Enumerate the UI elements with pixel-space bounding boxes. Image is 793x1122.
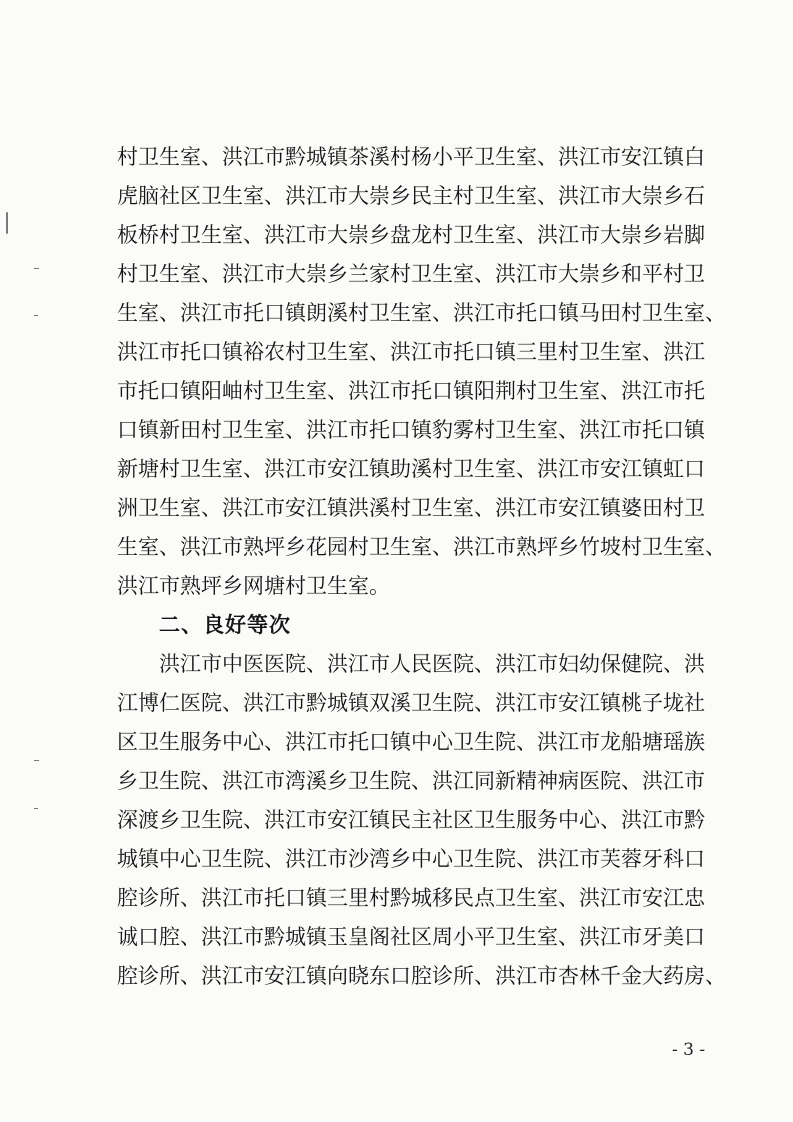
- binding-hole-mark: [34, 268, 39, 269]
- scan-artifact-mark: [6, 212, 8, 234]
- text-line: 洪江市熟坪乡网塘村卫生室。: [117, 574, 390, 598]
- text-line: 深渡乡卫生院、洪江市安江镇民主社区卫生服务中心、洪江市黔: [117, 808, 705, 832]
- binding-hole-mark: [34, 808, 38, 809]
- section-1-paragraph: [117, 138, 726, 606]
- text-line: 生室、洪江市熟坪乡花园村卫生室、洪江市熟坪乡竹坡村卫生室、: [117, 535, 726, 559]
- text-line: 板桥村卫生室、洪江市大崇乡盘龙村卫生室、洪江市大崇乡岩脚: [117, 223, 705, 247]
- page-number: - 3 -: [672, 1040, 706, 1060]
- binding-hole-mark: [34, 315, 38, 316]
- text-line: 腔诊所、洪江市安江镇向晓东口腔诊所、洪江市杏林千金大药房、: [117, 964, 726, 988]
- document-body: [117, 138, 726, 996]
- text-line: 市托口镇阳岫村卫生室、洪江市托口镇阳荆村卫生室、洪江市托: [117, 379, 705, 403]
- text-line: 村卫生室、洪江市大崇乡兰家村卫生室、洪江市大崇乡和平村卫: [117, 262, 705, 286]
- text-line: 村卫生室、洪江市黔城镇茶溪村杨小平卫生室、洪江市安江镇白: [117, 145, 705, 169]
- text-line: 江博仁医院、洪江市黔城镇双溪卫生院、洪江市安江镇桃子垅社: [117, 691, 705, 715]
- text-line: 新塘村卫生室、洪江市安江镇助溪村卫生室、洪江市安江镇虹口: [117, 457, 705, 481]
- section-2-heading: 二、良好等次: [159, 613, 291, 637]
- text-line: 洲卫生室、洪江市安江镇洪溪村卫生室、洪江市安江镇婆田村卫: [117, 496, 705, 520]
- text-line: 洪江市托口镇裕农村卫生室、洪江市托口镇三里村卫生室、洪江: [117, 340, 705, 364]
- text-line: 乡卫生院、洪江市湾溪乡卫生院、洪江同新精神病医院、洪江市: [117, 769, 705, 793]
- text-line: 生室、洪江市托口镇朗溪村卫生室、洪江市托口镇马田村卫生室、: [117, 301, 726, 325]
- text-line: 区卫生服务中心、洪江市托口镇中心卫生院、洪江市龙船塘瑶族: [117, 730, 705, 754]
- binding-hole-mark: [34, 760, 39, 761]
- text-line: 洪江市中医医院、洪江市人民医院、洪江市妇幼保健院、洪: [159, 652, 705, 676]
- text-line: 城镇中心卫生院、洪江市沙湾乡中心卫生院、洪江市芙蓉牙科口: [117, 847, 705, 871]
- text-line: 口镇新田村卫生室、洪江市托口镇豹雾村卫生室、洪江市托口镇: [117, 418, 705, 442]
- text-line: 诚口腔、洪江市黔城镇玉皇阁社区周小平卫生室、洪江市牙美口: [117, 925, 705, 949]
- section-2-paragraph: [117, 645, 726, 996]
- text-line: 虎脑社区卫生室、洪江市大崇乡民主村卫生室、洪江市大崇乡石: [117, 184, 705, 208]
- text-line: 腔诊所、洪江市托口镇三里村黔城移民点卫生室、洪江市安江忠: [117, 886, 705, 910]
